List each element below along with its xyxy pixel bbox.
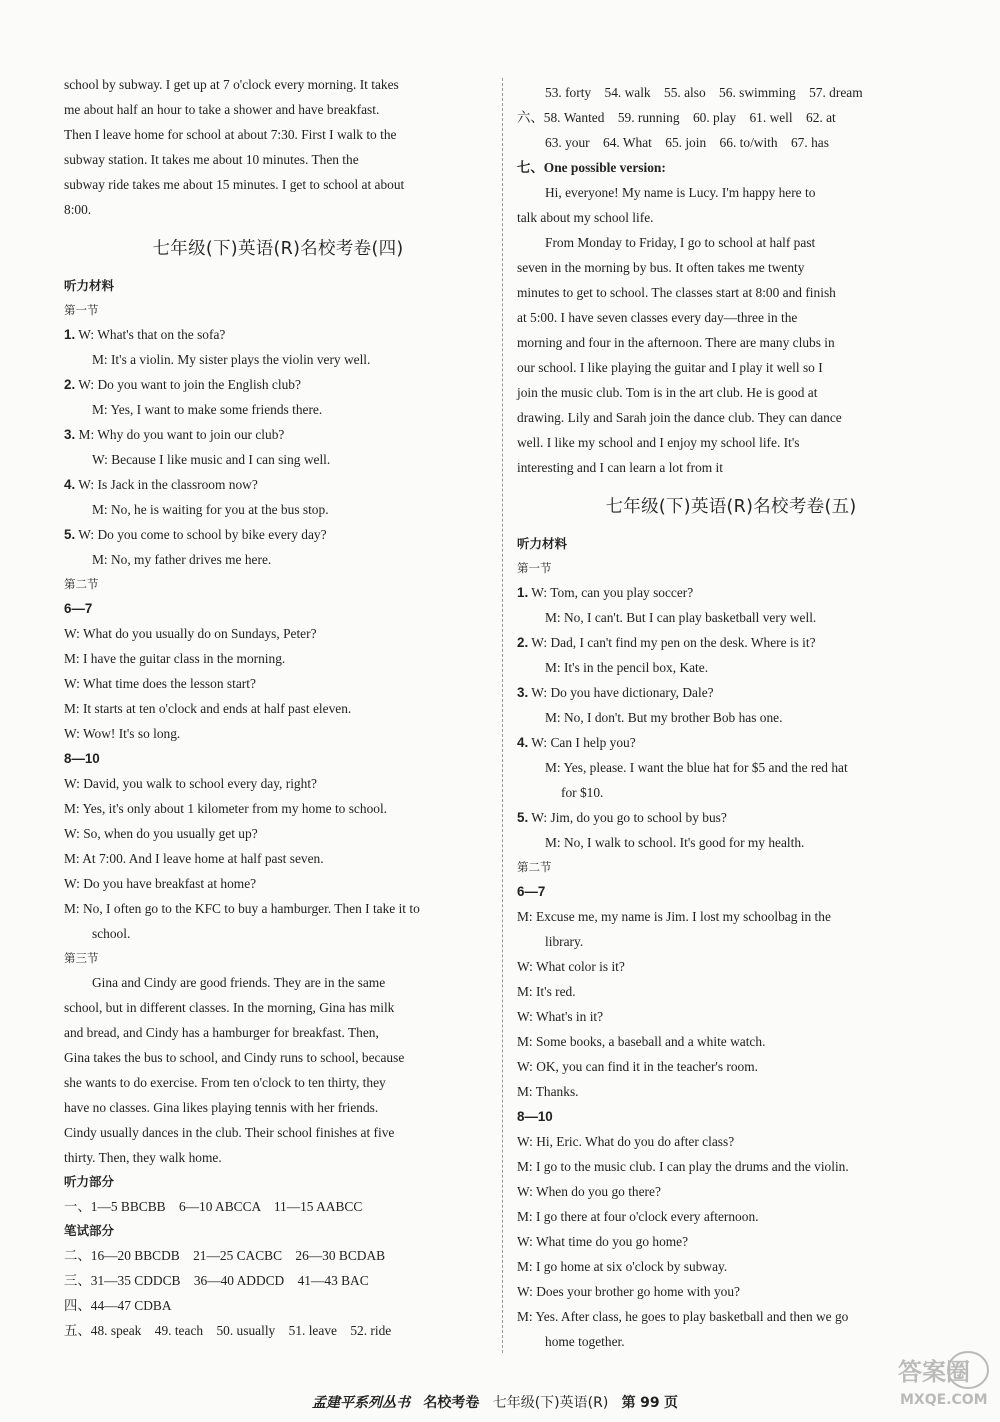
passage (64, 970, 492, 1170)
section-label: 第三节 (64, 951, 99, 965)
text-line: subway station. It takes me about 10 minutes. Then the (64, 152, 359, 167)
dialogue-line: M: Yes, it's only about 1 kilometer from my home to school. (64, 801, 388, 816)
group-label: 8—10 (64, 751, 100, 766)
dialogue-line: W: What color is it? (517, 959, 625, 974)
dialogue-answer: for $10. (561, 785, 604, 800)
group-label: 6—7 (517, 884, 546, 899)
answer-line: 53. forty 54. walk 55. also 56. swimming 57. dream (545, 85, 863, 100)
dialogue-answer: W: Because I like music and I can sing well. (92, 452, 331, 467)
section-label: 第一节 (517, 561, 552, 575)
dialogue-line: W: David, you walk to school every day, right? (64, 776, 317, 791)
dialogue-question: 4. W: Is Jack in the classroom now? (64, 477, 258, 492)
dialogue-answer: M: Yes, please. I want the blue hat for $5 and the red hat (545, 760, 848, 775)
answer-line: 六、58. Wanted 59. running 60. play 61. well 62. at (517, 110, 836, 125)
essay-line: talk about my school life. (517, 210, 654, 225)
sample-essay (517, 180, 945, 480)
dialogue-line: M: No, I often go to the KFC to buy a hamburger. Then I take it to (64, 901, 420, 916)
dialogue-question: 2. W: Do you want to join the English club? (64, 377, 301, 392)
dialogue-list (64, 322, 492, 572)
essay-line: at 5:00. I have seven classes every day—three in the (517, 310, 798, 325)
exam-heading: 七年级(下)英语(R)名校考卷(五) (605, 497, 857, 517)
page-footer (312, 1392, 678, 1412)
dialogue-line: W: What's in it? (517, 1009, 604, 1024)
passage-line: and bread, and Cindy has a hamburger for breakfast. Then, (64, 1025, 379, 1040)
listening-title: 听力材料 (517, 536, 568, 551)
book-name: 名校考卷 (423, 1395, 480, 1411)
dialogue-answer: M: Yes, I want to make some friends there. (92, 402, 323, 417)
dialogue-question: 3. M: Why do you want to join our club? (64, 427, 285, 442)
dialogue-list (517, 580, 945, 855)
section-label: 第二节 (64, 577, 99, 591)
column-divider (502, 78, 503, 1353)
text-line: Then I leave home for school at about 7:30. First I walk to the (64, 127, 397, 142)
page-number: 99 (640, 1395, 660, 1411)
watermark-logo (892, 1344, 992, 1414)
passage-line: have no classes. Gina likes playing tennis with her friends. (64, 1100, 379, 1115)
group-label: 6—7 (64, 601, 93, 616)
passage-line: Gina and Cindy are good friends. They are in the same (92, 975, 386, 990)
passage-line: Gina takes the bus to school, and Cindy runs to school, because (64, 1050, 405, 1065)
section-label: 第二节 (517, 860, 552, 874)
dialogue-line: school. (92, 926, 131, 941)
dialogue-line: W: Wow! It's so long. (64, 726, 181, 741)
page-suffix: 页 (664, 1395, 679, 1411)
dialogue-line: W: What do you usually do on Sundays, Peter? (64, 626, 317, 641)
answer-line: 一、1—5 BBCBB 6—10 ABCCA 11—15 AABCC (64, 1199, 363, 1214)
dialogue-question: 5. W: Do you come to school by bike every day? (64, 527, 327, 542)
dialogue-question: 2. W: Dad, I can't find my pen on the desk. Where is it? (517, 635, 816, 650)
dialogue-line: W: Does your brother go home with you? (517, 1284, 741, 1299)
dialogue-line: W: So, when do you usually get up? (64, 826, 258, 841)
dialogue-line: M: Yes. After class, he goes to play basketball and then we go (517, 1309, 849, 1324)
right-column (517, 80, 945, 1354)
section-label: 第一节 (64, 303, 99, 317)
dialogue-line: W: Do you have breakfast at home? (64, 876, 257, 891)
dialogue-question: 3. W: Do you have dictionary, Dale? (517, 685, 714, 700)
answer-line: 四、44—47 CDBA (64, 1298, 172, 1313)
intro-paragraph (64, 72, 492, 222)
group-label: 8—10 (517, 1109, 553, 1124)
watermark-icon (892, 1344, 992, 1414)
essay-line: interesting and I can learn a lot from it (517, 460, 723, 475)
dialogue-line: W: When do you go there? (517, 1184, 661, 1199)
answer-section-title: 听力部分 (64, 1174, 115, 1189)
essay-line: seven in the morning by bus. It often takes me twenty (517, 260, 805, 275)
answer-line: 二、16—20 BBCDB 21—25 CACBC 26—30 BCDAB (64, 1248, 386, 1263)
answer-line: 五、48. speak 49. teach 50. usually 51. leave 52. ride (64, 1323, 392, 1338)
dialogue-line: M: Thanks. (517, 1084, 579, 1099)
dialogue-line: W: What time does the lesson start? (64, 676, 256, 691)
essay-line: minutes to get to school. The classes start at 8:00 and finish (517, 285, 836, 300)
text-line: 8:00. (64, 202, 92, 217)
essay-line: Hi, everyone! My name is Lucy. I'm happy here to (545, 185, 816, 200)
dialogue-line: M: I go there at four o'clock every afternoon. (517, 1209, 759, 1224)
essay-line: our school. I like playing the guitar and I play it well so I (517, 360, 823, 375)
dialogue-answer: M: No, I walk to school. It's good for my health. (545, 835, 805, 850)
passage-line: she wants to do exercise. From ten o'clock to ten thirty, they (64, 1075, 386, 1090)
exam-heading: 七年级(下)英语(R)名校考卷(四) (152, 239, 404, 259)
dialogue-line: M: I go to the music club. I can play the drums and the violin. (517, 1159, 849, 1174)
dialogue-line: M: At 7:00. And I leave home at half past seven. (64, 851, 324, 866)
dialogue-answer: M: No, I don't. But my brother Bob has one. (545, 710, 783, 725)
text-line: me about half an hour to take a shower and have breakfast. (64, 102, 380, 117)
passage-line: thirty. Then, they walk home. (64, 1150, 222, 1165)
left-column (64, 72, 492, 1343)
text-line: subway ride takes me about 15 minutes. I get to school at about (64, 177, 405, 192)
dialogue-line: W: What time do you go home? (517, 1234, 689, 1249)
svg-text:MXQE.COM: MXQE.COM (900, 1392, 988, 1408)
dialogue-question: 1. W: Tom, can you play soccer? (517, 585, 694, 600)
dialogue-answer: M: It's in the pencil box, Kate. (545, 660, 709, 675)
dialogue-answer: M: It's a violin. My sister plays the violin very well. (92, 352, 371, 367)
grade-subject: 七年级(下)英语(R) (492, 1395, 609, 1411)
answer-line: 63. your 64. What 65. join 66. to/with 67. has (545, 135, 829, 150)
page-prefix: 第 (621, 1395, 636, 1411)
dialogue-answer: M: No, he is waiting for you at the bus stop. (92, 502, 329, 517)
dialogue-line: M: I have the guitar class in the morning. (64, 651, 286, 666)
dialogue-line: M: I go home at six o'clock by subway. (517, 1259, 728, 1274)
dialogue-line: M: Excuse me, my name is Jim. I lost my schoolbag in the (517, 909, 831, 924)
dialogue-line: home together. (545, 1334, 625, 1349)
series-name: 孟建平系列丛书 (312, 1395, 410, 1411)
listening-title: 听力材料 (64, 278, 115, 293)
essay-line: well. I like my school and I enjoy my school life. It's (517, 435, 800, 450)
passage-line: school, but in different classes. In the morning, Gina has milk (64, 1000, 395, 1015)
dialogue-line: W: Hi, Eric. What do you do after class? (517, 1134, 735, 1149)
essay-line: drawing. Lily and Sarah join the dance club. They can dance (517, 410, 842, 425)
dialogue-question: 4. W: Can I help you? (517, 735, 636, 750)
dialogue-line: W: OK, you can find it in the teacher's room. (517, 1059, 759, 1074)
essay-line: join the music club. Tom is in the art club. He is good at (517, 385, 818, 400)
dialogue-line: M: It starts at ten o'clock and ends at half past eleven. (64, 701, 352, 716)
writing-title: 七、One possible version: (517, 160, 666, 175)
dialogue-line: M: It's red. (517, 984, 576, 999)
answer-section-title: 笔试部分 (64, 1223, 115, 1238)
dialogue-question: 5. W: Jim, do you go to school by bus? (517, 810, 727, 825)
answer-line: 三、31—35 CDDCB 36—40 ADDCD 41—43 BAC (64, 1273, 369, 1288)
essay-line: morning and four in the afternoon. There are many clubs in (517, 335, 835, 350)
dialogue-answer: M: No, my father drives me here. (92, 552, 272, 567)
dialogue-question: 1. W: What's that on the sofa? (64, 327, 226, 342)
passage-line: Cindy usually dances in the club. Their school finishes at five (64, 1125, 395, 1140)
essay-line: From Monday to Friday, I go to school at half past (545, 235, 816, 250)
svg-text:答案圈: 答案圈 (898, 1358, 970, 1386)
text-line: school by subway. I get up at 7 o'clock every morning. It takes (64, 77, 399, 92)
dialogue-answer: M: No, I can't. But I can play basketball very well. (545, 610, 817, 625)
dialogue-line: M: Some books, a baseball and a white watch. (517, 1034, 766, 1049)
dialogue-line: library. (545, 934, 584, 949)
